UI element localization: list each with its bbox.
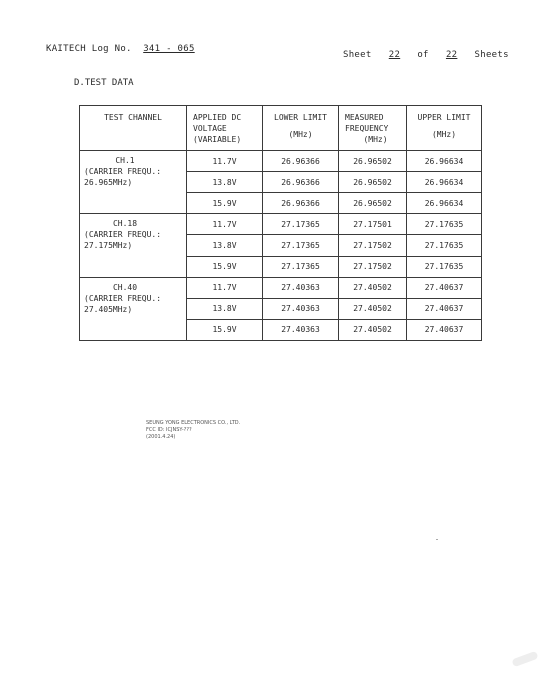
measured-cell: 27.40502 (339, 298, 407, 319)
upper-limit-cell: 27.40637 (407, 319, 482, 340)
header-applied-voltage (187, 106, 263, 151)
voltage-cell: 11.7V (187, 214, 263, 235)
header-line: UPPER LIMIT (417, 113, 471, 122)
table-row (80, 214, 482, 235)
carrier-frequency: 26.965MHz) (84, 178, 133, 187)
channel-name: CH.18 (112, 219, 138, 229)
measured-cell: 26.96502 (339, 193, 407, 214)
sheet-counter (343, 50, 509, 60)
header-line: (VARIABLE) (193, 135, 242, 144)
lower-limit-cell: 27.17365 (263, 214, 339, 235)
log-label: KAITECH Log No. (46, 44, 132, 54)
upper-limit-cell: 26.96634 (407, 151, 482, 172)
test-data-table (79, 105, 482, 341)
lower-limit-cell: 27.17365 (263, 256, 339, 277)
voltage-cell: 11.7V (187, 151, 263, 172)
carrier-frequency: 27.405MHz) (84, 304, 133, 314)
header-line: MEASURED (345, 113, 384, 122)
header-line: (MHz) (363, 135, 388, 144)
channel-name: CH.1 (115, 156, 135, 165)
carrier-frequency: 27.175MHz) (84, 241, 133, 251)
measured-cell: 27.40502 (339, 277, 407, 298)
upper-limit-cell: 26.96634 (407, 172, 482, 193)
stamp-fcc-id: FCC ID: ICJNSY-??? (146, 427, 192, 433)
sheet-total: 22 (445, 50, 458, 60)
lower-limit-cell: 27.40363 (263, 319, 339, 340)
sheet-label: Sheet (343, 50, 372, 60)
voltage-cell: 11.7V (187, 277, 263, 298)
section-title: D.TEST DATA (74, 78, 134, 88)
channel-cell (80, 277, 187, 340)
upper-limit-cell: 27.40637 (407, 298, 482, 319)
measured-cell: 27.40502 (339, 319, 407, 340)
channel-cell (80, 151, 187, 214)
table-row (80, 151, 482, 172)
upper-limit-cell: 27.17635 (407, 256, 482, 277)
stamp-company-name: SEUNG YONG ELECTRONICS CO., LTD. (146, 420, 241, 426)
upper-limit-cell: 26.96634 (407, 193, 482, 214)
header-upper-limit (407, 106, 482, 151)
channel-name: CH.40 (112, 282, 138, 292)
lower-limit-cell: 27.17365 (263, 235, 339, 256)
voltage-cell: 13.8V (187, 235, 263, 256)
scan-smudge (511, 651, 538, 667)
stamp-date: (2001.4.24) (146, 434, 176, 440)
upper-limit-cell: 27.17635 (407, 214, 482, 235)
scan-speck (436, 539, 438, 540)
header-test-channel: TEST CHANNEL (80, 106, 187, 151)
of-label: of (417, 50, 429, 60)
log-number-header (46, 44, 195, 54)
table-header-row (80, 106, 482, 151)
header-measured-frequency (339, 106, 407, 151)
header-lower-limit (263, 106, 339, 151)
measured-cell: 27.17502 (339, 235, 407, 256)
upper-limit-cell: 27.40637 (407, 277, 482, 298)
header-line: (MHz) (431, 130, 457, 139)
upper-limit-cell: 27.17635 (407, 235, 482, 256)
table-row (80, 277, 482, 298)
measured-cell: 27.17502 (339, 256, 407, 277)
voltage-cell: 13.8V (187, 298, 263, 319)
lower-limit-cell: 27.40363 (263, 277, 339, 298)
header-line: APPLIED DC (193, 113, 242, 122)
voltage-cell: 15.9V (187, 256, 263, 277)
header-line: VOLTAGE (193, 124, 227, 133)
carrier-label: (CARRIER FREQU.: (84, 293, 162, 303)
measured-cell: 26.96502 (339, 172, 407, 193)
carrier-label: (CARRIER FREQU.: (84, 230, 162, 240)
voltage-cell: 15.9V (187, 193, 263, 214)
lower-limit-cell: 26.96366 (263, 151, 339, 172)
voltage-cell: 13.8V (187, 172, 263, 193)
header-line: FREQUENCY (345, 124, 389, 133)
header-line: LOWER LIMIT (274, 113, 327, 122)
carrier-label: (CARRIER FREQU.: (84, 167, 162, 176)
measured-cell: 27.17501 (339, 214, 407, 235)
channel-cell (80, 214, 187, 277)
sheet-current: 22 (388, 50, 401, 60)
log-number: 341 - 065 (143, 44, 195, 54)
measured-cell: 26.96502 (339, 151, 407, 172)
voltage-cell: 15.9V (187, 319, 263, 340)
lower-limit-cell: 26.96366 (263, 193, 339, 214)
company-stamp (146, 420, 240, 441)
lower-limit-cell: 26.96366 (263, 172, 339, 193)
sheets-label: Sheets (474, 50, 509, 60)
header-line: (MHz) (288, 130, 313, 139)
lower-limit-cell: 27.40363 (263, 298, 339, 319)
